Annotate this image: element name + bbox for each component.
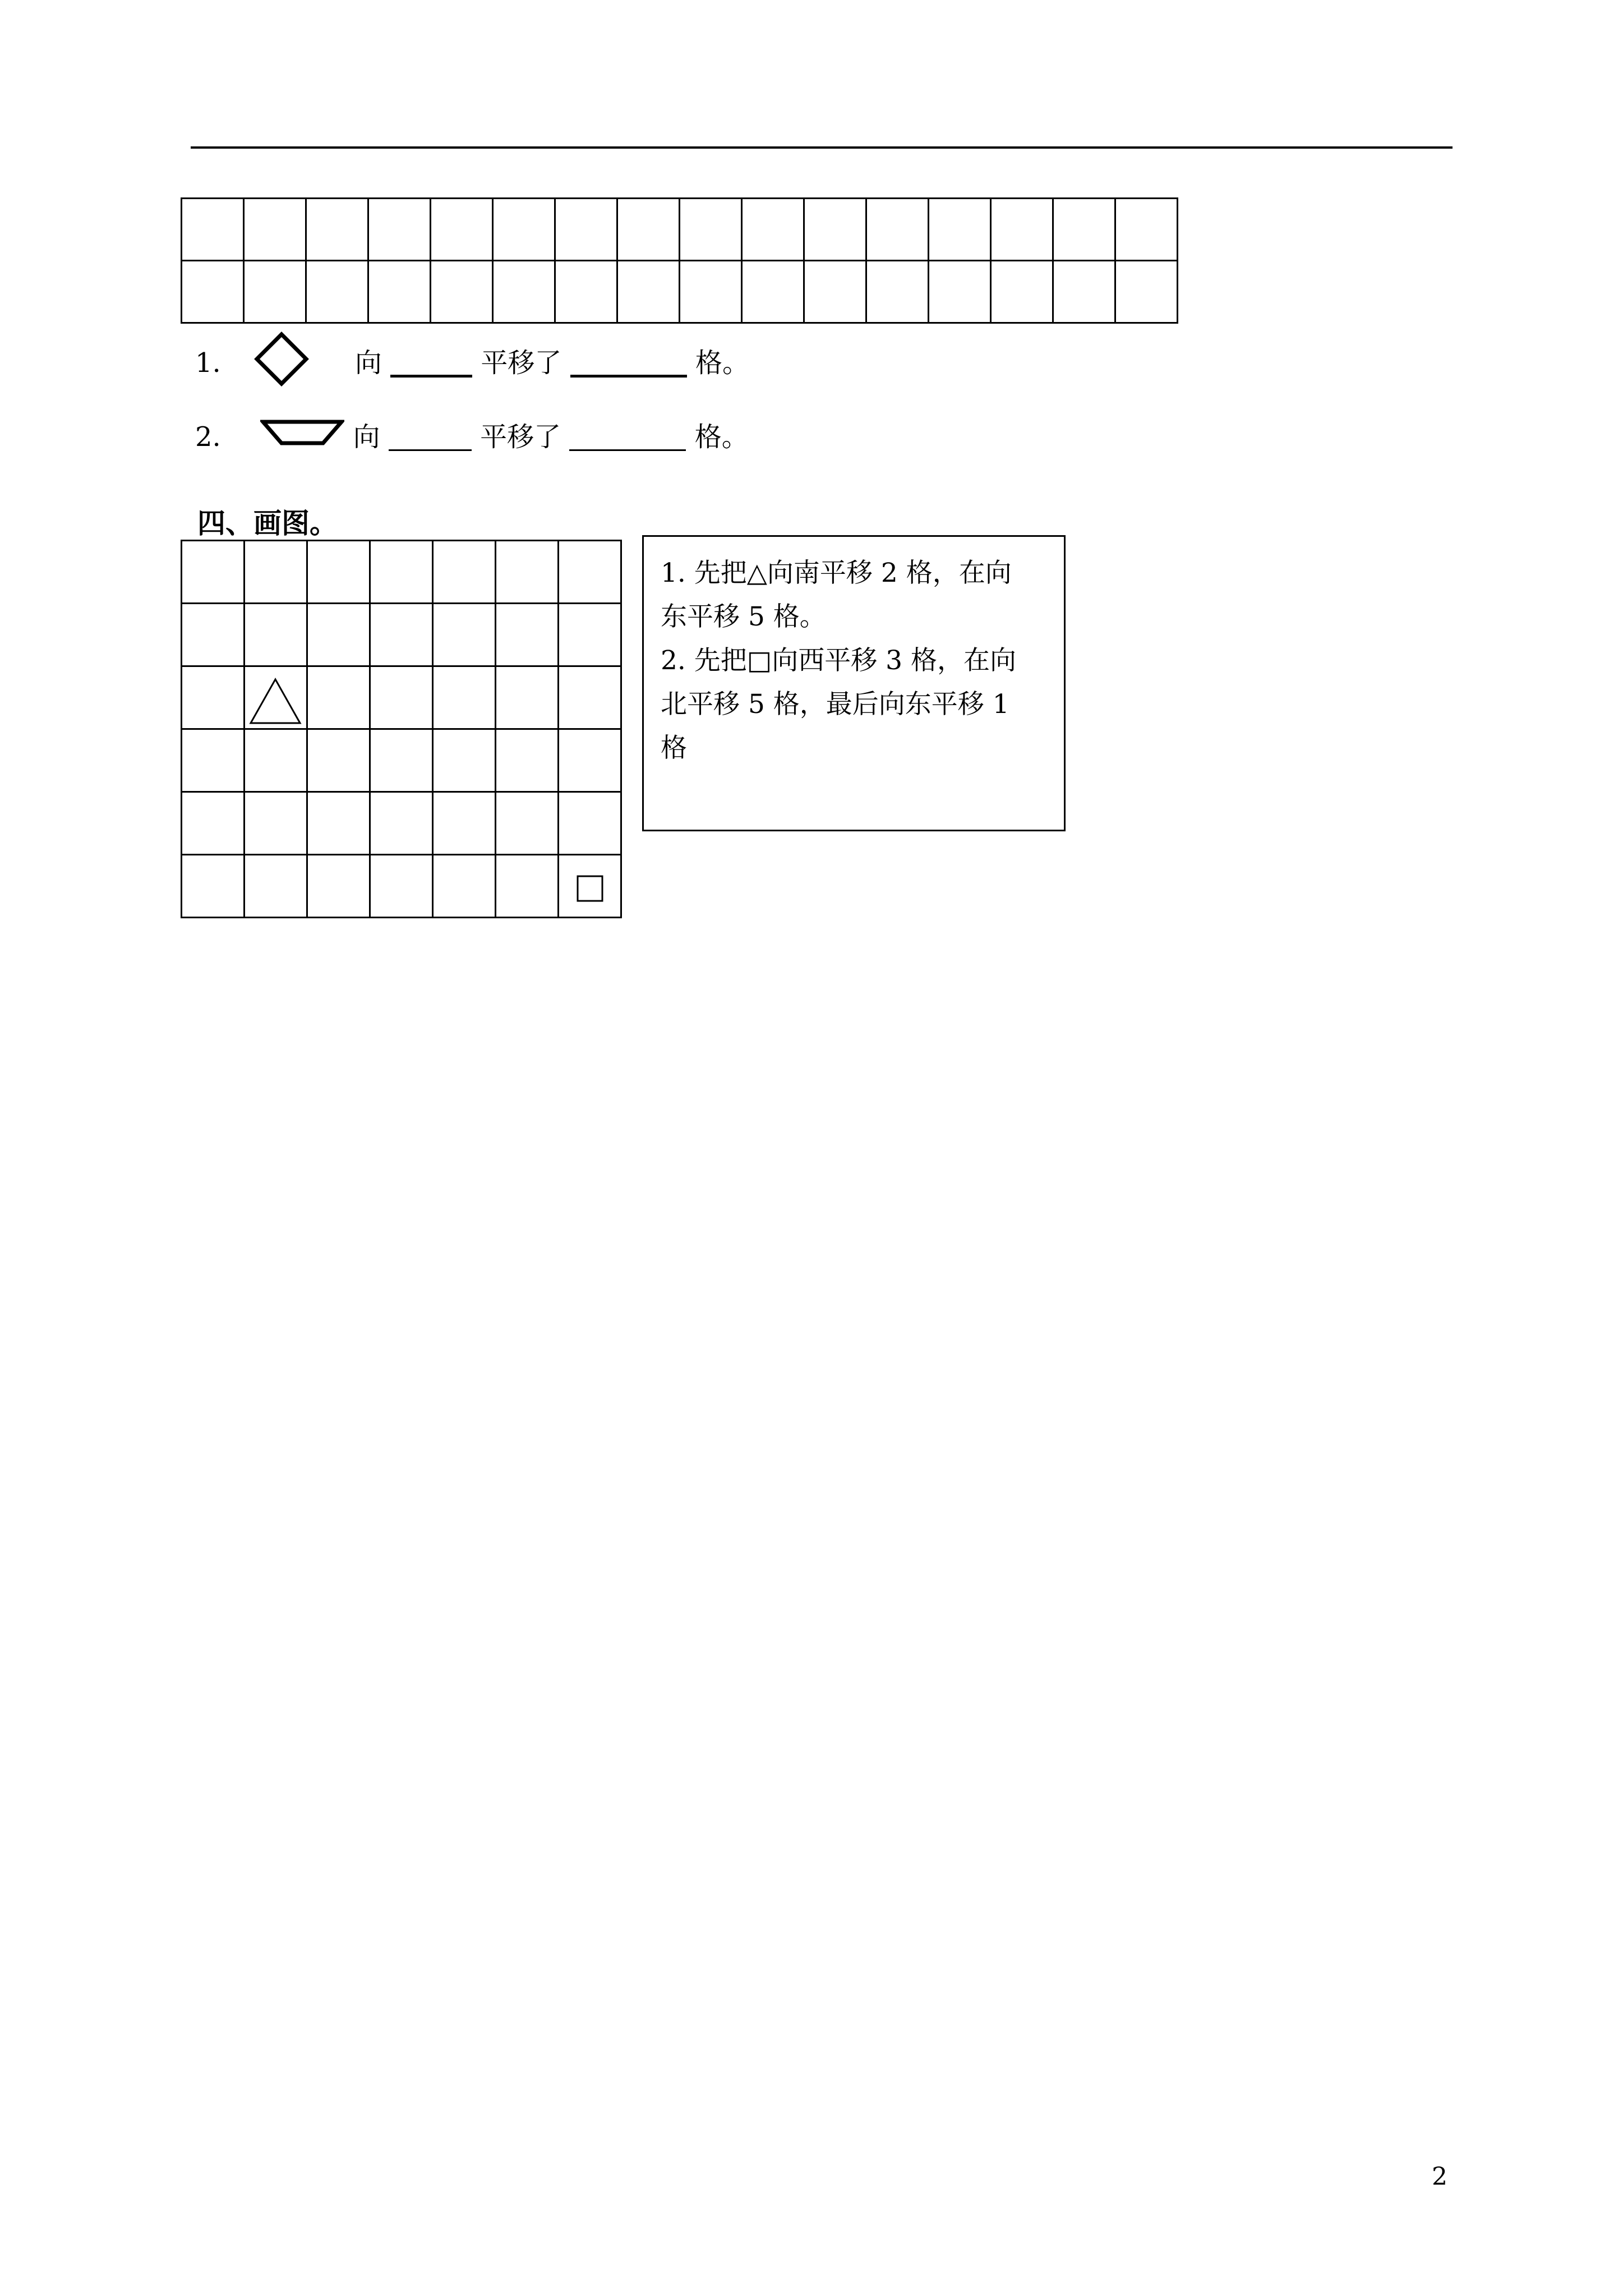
- grid-cell[interactable]: [680, 199, 742, 261]
- grid-cell[interactable]: [306, 261, 368, 323]
- grid-cell[interactable]: [368, 261, 431, 323]
- grid-cell[interactable]: [307, 666, 370, 729]
- grid-cell[interactable]: [307, 604, 370, 666]
- grid-cell[interactable]: [244, 261, 306, 323]
- grid-cell[interactable]: [742, 261, 804, 323]
- distance-blank[interactable]: [570, 349, 687, 378]
- grid-cell[interactable]: [433, 541, 496, 604]
- header-rule: [191, 146, 1453, 149]
- grid-cell[interactable]: [559, 855, 621, 918]
- grid-cell[interactable]: [431, 199, 493, 261]
- grid-cell[interactable]: [559, 792, 621, 855]
- grid-cell[interactable]: [370, 604, 433, 666]
- grid-cell[interactable]: [433, 855, 496, 918]
- grid-cell[interactable]: [496, 541, 559, 604]
- question-2-moved-word: 平移了: [480, 421, 561, 453]
- grid-cell[interactable]: [559, 604, 621, 666]
- grid-cell[interactable]: [866, 199, 929, 261]
- grid-cell[interactable]: [370, 855, 433, 918]
- grid-cell[interactable]: [245, 604, 307, 666]
- grid-cell[interactable]: [244, 199, 306, 261]
- grid-cell[interactable]: [370, 541, 433, 604]
- instructions-box: [642, 535, 1066, 831]
- grid-cell[interactable]: [1115, 199, 1178, 261]
- question-1-moved-word: 平移了: [481, 347, 562, 379]
- grid-cell[interactable]: [306, 199, 368, 261]
- grid-cell[interactable]: [617, 199, 680, 261]
- grid-cell[interactable]: [182, 729, 245, 792]
- grid-cell[interactable]: [496, 729, 559, 792]
- question-2-number: 2.: [195, 421, 221, 453]
- grid-cell[interactable]: [182, 855, 245, 918]
- grid-cell[interactable]: [1053, 261, 1115, 323]
- grid-cell[interactable]: [496, 792, 559, 855]
- grid-cell[interactable]: [929, 199, 991, 261]
- drawing-grid: [181, 540, 622, 918]
- grid-cell[interactable]: [617, 261, 680, 323]
- section-title: 四、画图。: [197, 507, 338, 540]
- direction-blank[interactable]: [389, 424, 472, 451]
- grid-cell[interactable]: [431, 261, 493, 323]
- grid-cell[interactable]: [245, 729, 307, 792]
- translation-grid: [181, 197, 1178, 324]
- grid-cell[interactable]: [307, 855, 370, 918]
- grid-cell[interactable]: [496, 604, 559, 666]
- question-2-direction-word: 向: [353, 421, 380, 453]
- question-1-direction-word: 向: [354, 347, 382, 379]
- grid-cell[interactable]: [182, 666, 245, 729]
- grid-cell[interactable]: [991, 199, 1053, 261]
- grid-cell[interactable]: [433, 604, 496, 666]
- grid-cell[interactable]: [555, 199, 617, 261]
- question-1-unit-word: 格。: [695, 347, 749, 379]
- question-2: [195, 416, 749, 458]
- instruction-line: 格: [661, 733, 687, 763]
- grid-cell[interactable]: [370, 729, 433, 792]
- grid-cell[interactable]: [370, 792, 433, 855]
- grid-cell[interactable]: [804, 199, 866, 261]
- trapezoid-icon: [260, 416, 344, 458]
- grid-cell[interactable]: [742, 199, 804, 261]
- grid-cell[interactable]: [182, 261, 244, 323]
- question-2-unit-word: 格。: [694, 421, 749, 453]
- grid-cell[interactable]: [559, 541, 621, 604]
- grid-cell[interactable]: [368, 199, 431, 261]
- direction-blank[interactable]: [390, 349, 472, 378]
- grid-cell[interactable]: [245, 541, 307, 604]
- grid-cell[interactable]: [1115, 261, 1178, 323]
- question-1-number: 1.: [195, 347, 221, 379]
- grid-cell[interactable]: [245, 855, 307, 918]
- grid-cell[interactable]: [182, 199, 244, 261]
- grid-cell[interactable]: [866, 261, 929, 323]
- question-1: [195, 331, 749, 395]
- triangle-icon: [247, 676, 303, 726]
- grid-cell[interactable]: [307, 729, 370, 792]
- grid-cell[interactable]: [804, 261, 866, 323]
- grid-cell[interactable]: [991, 261, 1053, 323]
- grid-cell[interactable]: [680, 261, 742, 323]
- grid-cell[interactable]: [559, 729, 621, 792]
- grid-cell[interactable]: [555, 261, 617, 323]
- grid-cell[interactable]: [433, 729, 496, 792]
- grid-cell[interactable]: [433, 792, 496, 855]
- grid-cell[interactable]: [433, 666, 496, 729]
- diamond-icon: [253, 331, 310, 395]
- grid-cell[interactable]: [1053, 199, 1115, 261]
- grid-cell[interactable]: [929, 261, 991, 323]
- grid-cell[interactable]: [182, 541, 245, 604]
- instruction-line: 东平移 5 格。: [661, 601, 826, 632]
- grid-cell[interactable]: [496, 666, 559, 729]
- instruction-line: 2. 先把□向西平移 3 格，在向: [661, 645, 1016, 676]
- square-icon: [576, 875, 604, 903]
- grid-cell[interactable]: [245, 792, 307, 855]
- grid-cell[interactable]: [182, 604, 245, 666]
- page-number: 2: [1432, 2162, 1447, 2191]
- grid-cell[interactable]: [245, 666, 307, 729]
- grid-cell[interactable]: [493, 261, 555, 323]
- grid-cell[interactable]: [496, 855, 559, 918]
- instruction-line: 1. 先把△向南平移 2 格，在向: [661, 558, 1012, 588]
- grid-cell[interactable]: [307, 541, 370, 604]
- distance-blank[interactable]: [569, 424, 686, 451]
- grid-cell[interactable]: [182, 792, 245, 855]
- grid-cell[interactable]: [559, 666, 621, 729]
- instruction-line: 北平移 5 格，最后向东平移 1: [661, 689, 1009, 720]
- grid-cell[interactable]: [370, 666, 433, 729]
- grid-cell[interactable]: [493, 199, 555, 261]
- grid-cell[interactable]: [307, 792, 370, 855]
